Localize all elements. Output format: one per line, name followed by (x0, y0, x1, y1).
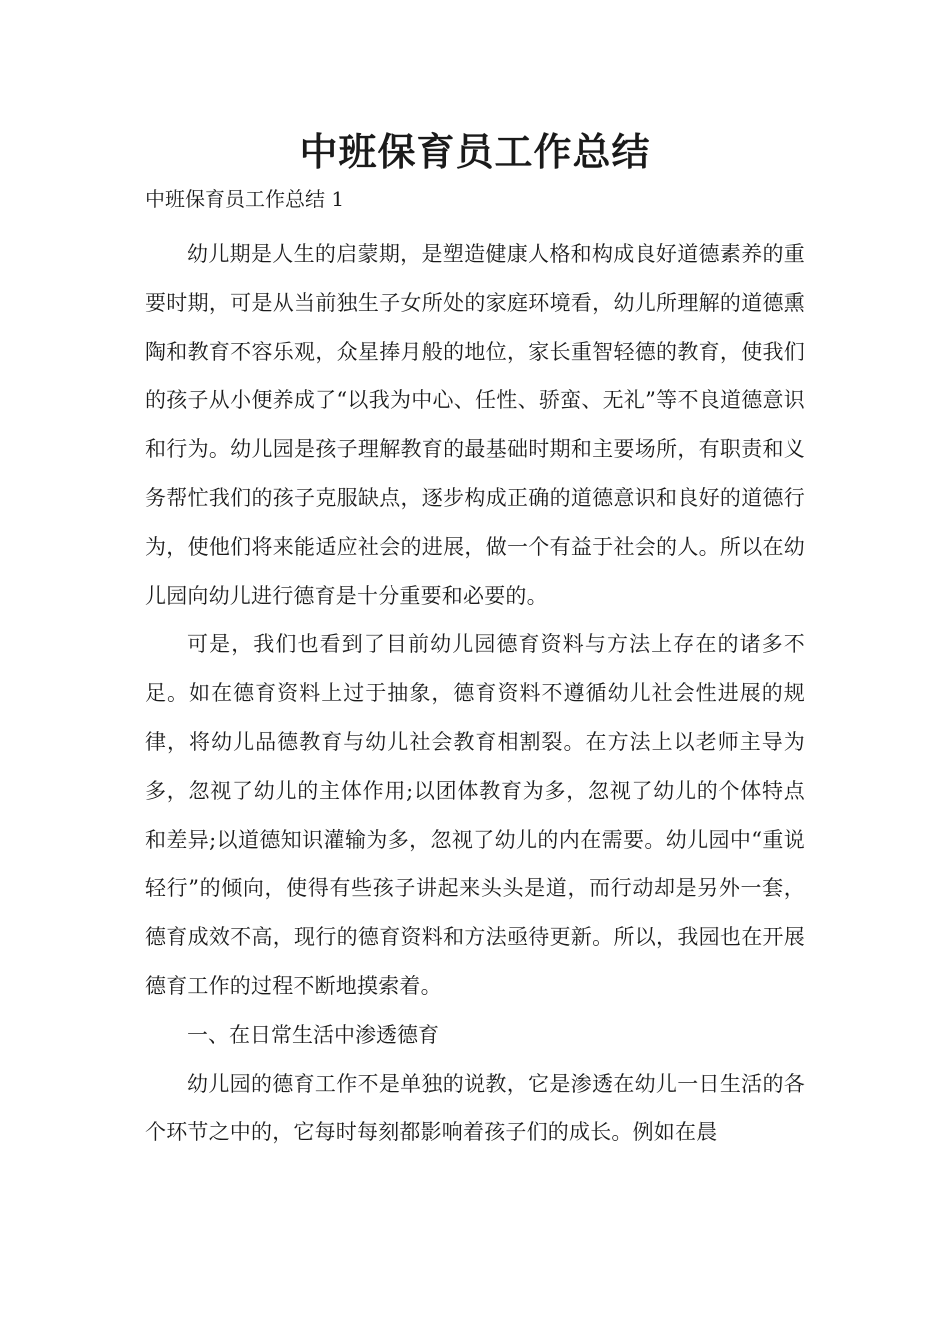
body-paragraph: 可是，我们也看到了目前幼儿园德育资料与方法上存在的诸多不足。如在德育资料上过于抽象，德育资料不遵循幼儿社会性进展的规律，将幼儿品德教育与幼儿社会教育相割裂。在方法上以老师主导为多，忽视了幼儿的主体作用;以团体教育为多，忽视了幼儿的个体特点和差异;以道德知识灌输为多，忽视了幼儿的内在需要。幼儿园中“重说轻行”的倾向，使得有些孩子讲起来头头是道，而行动却是另外一套，德育成效不高，现行的德育资料和方法亟待更新。所以，我园也在开展德育工作的过程不断地摸索着。 (145, 632, 805, 998)
body-paragraph: 幼儿期是人生的启蒙期，是塑造健康人格和构成良好道德素养的重要时期，可是从当前独生子女所处的家庭环境看，幼儿所理解的道德熏陶和教育不容乐观，众星捧月般的地位，家长重智轻德的教育，使我们的孩子从小便养成了“以我为中心、任性、骄蛮、无礼”等不良道德意识和行为。幼儿园是孩子理解教育的最基础时期和主要场所，有职责和义务帮忙我们的孩子克服缺点，逐步构成正确的道德意识和良好的道德行为，使他们将来能适应社会的进展，做一个有益于社会的人。所以在幼儿园向幼儿进行德育是十分重要和必要的。 (145, 242, 805, 608)
section-paragraph: 幼儿园的德育工作不是单独的说教，它是渗透在幼儿一日生活的各个环节之中的，它每时每刻都影响着孩子们的成长。例如在晨 (145, 1071, 805, 1145)
section-heading: 一、在日常生活中渗透德育 (187, 1022, 439, 1047)
document-body (145, 230, 805, 1157)
document-title: 中班保育员工作总结 (299, 130, 651, 174)
document-subtitle: 中班保育员工作总结 1 (145, 187, 345, 211)
